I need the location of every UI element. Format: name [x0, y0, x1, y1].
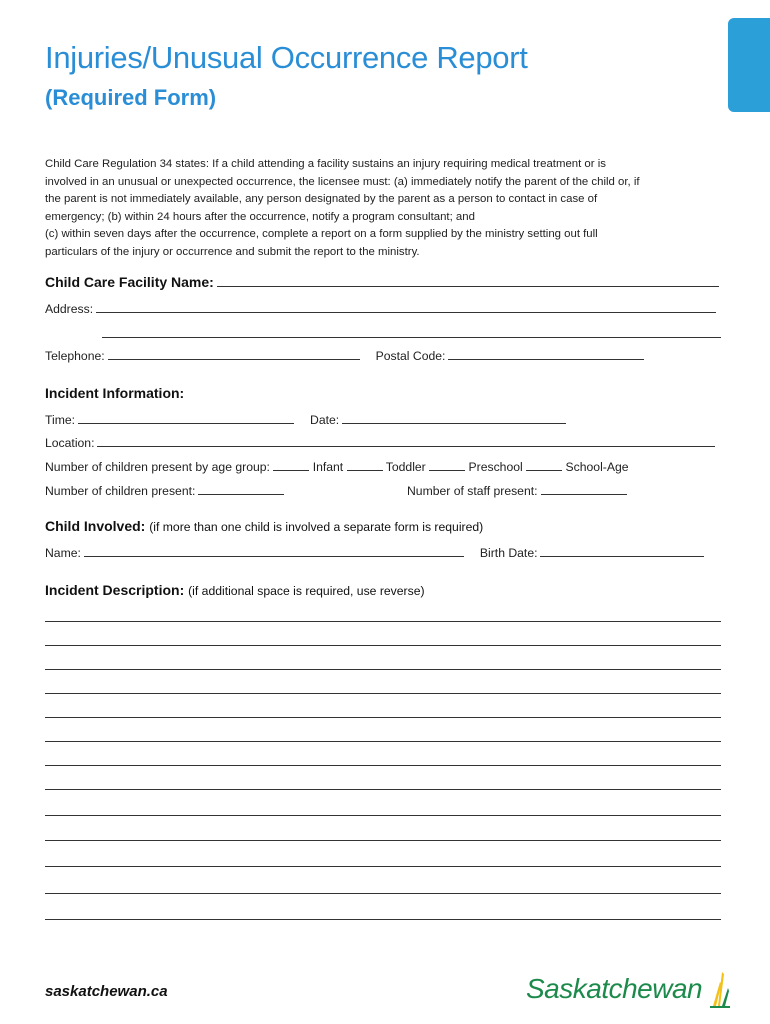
toddler-count-field[interactable] [347, 458, 383, 471]
location-field[interactable] [97, 434, 715, 447]
staff-present-label: Number of staff present: [407, 484, 538, 498]
time-label: Time: [45, 413, 76, 427]
telephone-field[interactable] [108, 347, 360, 360]
telephone-label: Telephone: [45, 349, 105, 363]
time-date-row [45, 411, 566, 427]
page-subtitle: (Required Form) [45, 85, 217, 110]
preschool-count-field[interactable] [429, 458, 465, 471]
child-involved-title: Child Involved: [45, 518, 146, 534]
page-title: Injuries/Unusual Occurrence Report [45, 40, 528, 75]
age-group-school-age: School-Age [565, 460, 629, 474]
description-line[interactable] [45, 693, 721, 694]
child-name-field[interactable] [84, 544, 464, 557]
wheat-sheaf-icon [708, 968, 732, 1008]
staff-present-field[interactable] [541, 482, 627, 495]
incident-description-note: (if additional space is required, use reverse) [188, 584, 425, 598]
age-group-row [45, 458, 629, 474]
age-group-infant: Infant [312, 460, 344, 474]
date-field[interactable] [342, 411, 566, 424]
child-name-label: Name: [45, 546, 81, 560]
date-label: Date: [310, 413, 340, 427]
staff-present-row [407, 482, 627, 498]
description-line[interactable] [45, 669, 721, 670]
children-present-row [45, 482, 284, 498]
address-field-line-2[interactable] [102, 337, 721, 338]
intro-line: Child Care Regulation 34 states: If a child attending a facility sustains an injury requiring medical treatment or is [45, 158, 606, 170]
facility-name-row [45, 274, 719, 290]
address-label: Address: [45, 302, 94, 316]
facility-name-label: Child Care Facility Name: [45, 274, 214, 290]
age-group-label: Number of children present by age group: [45, 460, 270, 474]
birth-date-field[interactable] [540, 544, 704, 557]
description-line[interactable] [45, 840, 721, 841]
description-line[interactable] [45, 866, 721, 867]
child-name-row [45, 544, 704, 560]
description-line[interactable] [45, 717, 721, 718]
facility-name-field[interactable] [217, 274, 719, 287]
telephone-postal-row [45, 347, 644, 363]
regulation-intro [45, 156, 735, 262]
intro-line: emergency; (b) within 24 hours after the occurrence, notify a program consultant; and [45, 210, 475, 223]
description-line[interactable] [45, 893, 721, 894]
incident-description-title: Incident Description: [45, 582, 185, 598]
birth-date-label: Birth Date: [479, 546, 538, 560]
children-present-field[interactable] [198, 482, 284, 495]
postal-code-field[interactable] [448, 347, 644, 360]
intro-line: involved in an unusual or unexpected occurrence, the licensee must: (a) immediately notify the parent of the child or, if [45, 175, 640, 188]
description-line[interactable] [45, 919, 721, 920]
incident-description-heading [45, 582, 425, 598]
address-field-line-1[interactable] [96, 300, 716, 313]
description-line[interactable] [45, 741, 721, 742]
logo-wordmark: Saskatchewan [526, 973, 703, 1004]
intro-line: (c) within seven days after the occurrence, complete a report on a form supplied by the ministry setting out full [45, 228, 598, 241]
infant-count-field[interactable] [273, 458, 309, 471]
location-row [45, 434, 715, 450]
blue-corner-tab [728, 18, 770, 112]
description-line[interactable] [45, 645, 721, 646]
children-present-label: Number of children present: [45, 484, 196, 498]
time-field[interactable] [78, 411, 294, 424]
school-age-count-field[interactable] [526, 458, 562, 471]
age-group-preschool: Preschool [468, 460, 523, 474]
description-line[interactable] [45, 789, 721, 790]
description-line[interactable] [45, 765, 721, 766]
description-line[interactable] [45, 621, 721, 622]
footer-url[interactable]: saskatchewan.ca [45, 983, 168, 1000]
postal-code-label: Postal Code: [375, 349, 446, 363]
age-group-toddler: Toddler [385, 460, 426, 474]
intro-line: the parent is not immediately available, any person designated by the parent as a person to contact in case of [45, 193, 598, 206]
saskatchewan-logo [526, 968, 736, 1012]
intro-line: particulars of the injury or occurrence and submit the report to the ministry. [45, 245, 420, 258]
child-involved-note: (if more than one child is involved a separate form is required) [149, 520, 484, 534]
incident-info-heading: Incident Information: [45, 385, 185, 401]
description-line[interactable] [45, 815, 721, 816]
location-label: Location: [45, 436, 95, 450]
child-involved-heading [45, 518, 483, 534]
address-row [45, 300, 716, 316]
